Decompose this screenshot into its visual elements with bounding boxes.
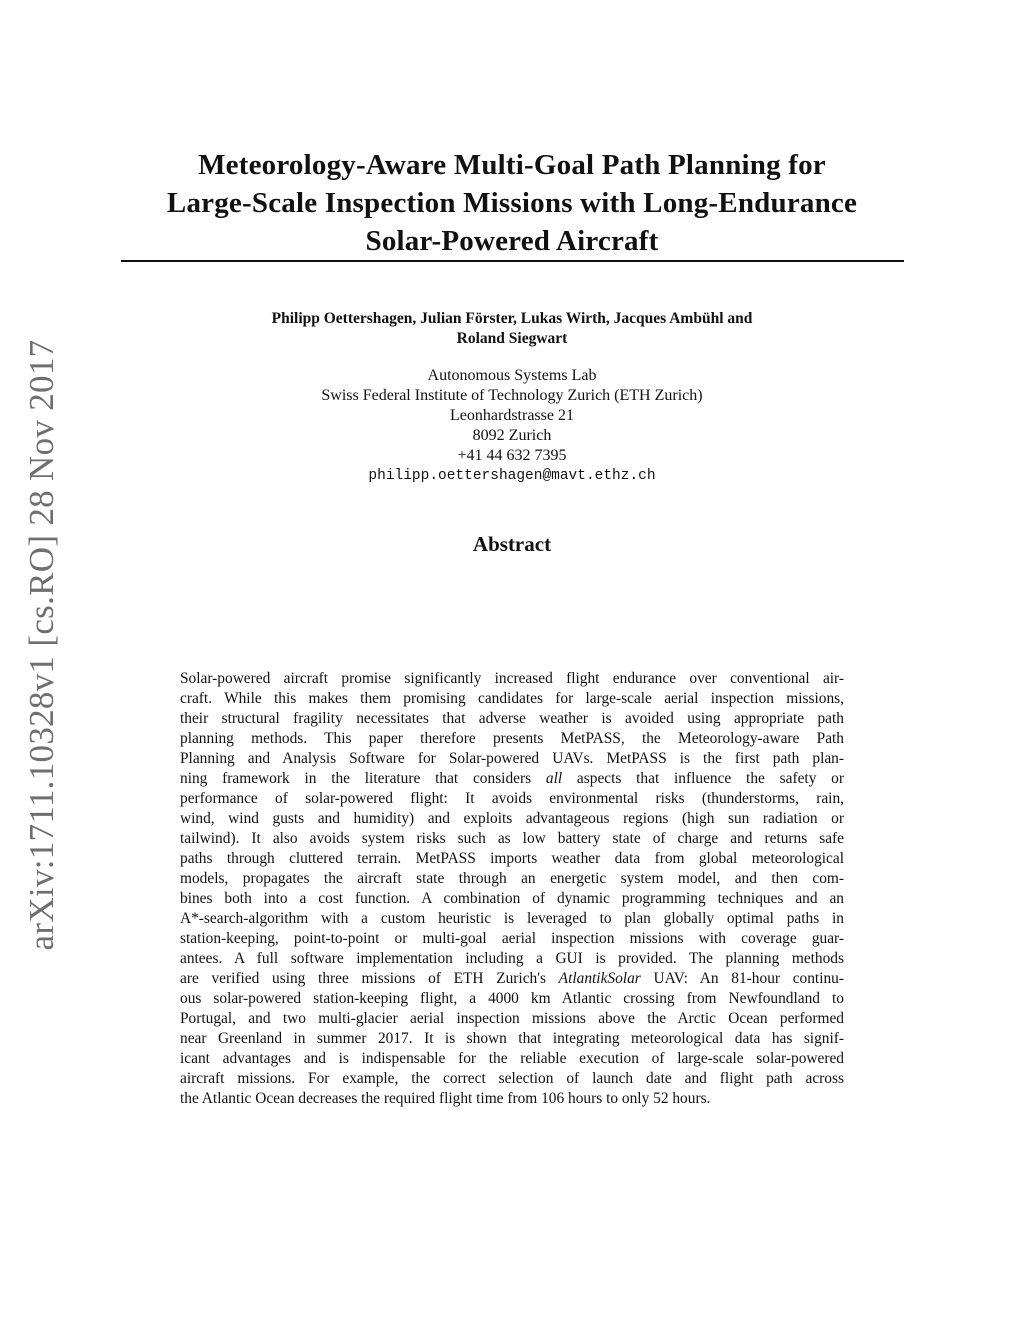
authors-line: Roland Siegwart bbox=[456, 330, 568, 347]
abstract-body bbox=[180, 669, 844, 1109]
abstract-line: ous solar-powered station-keeping flight, a 4000 km Atlantic crossing from Newfoundland to bbox=[180, 990, 844, 1007]
abstract-line: the Atlantic Ocean decreases the required flight time from 106 hours to only 52 hours. bbox=[180, 1090, 711, 1107]
title-line: Large-Scale Inspection Missions with Long-Endurance bbox=[166, 187, 858, 219]
author-list bbox=[150, 309, 874, 349]
abstract-line: near Greenland in summer 2017. It is shown that integrating meteorological data has signif- bbox=[180, 1030, 844, 1047]
title-rule bbox=[121, 260, 904, 262]
abstract-heading: Abstract bbox=[472, 532, 552, 556]
affiliation-institute: Swiss Federal Institute of Technology Zurich (ETH Zurich) bbox=[321, 387, 703, 404]
title-line: Meteorology-Aware Multi-Goal Path Planning for bbox=[198, 149, 826, 181]
emphasis-text: AtlantikSolar bbox=[558, 970, 641, 987]
title-line: Solar-Powered Aircraft bbox=[365, 225, 659, 257]
abstract-line: Portugal, and two multi-glacier aerial inspection missions above the Arctic Ocean performed bbox=[180, 1010, 844, 1027]
author-email: philipp.oettershagen@mavt.ethz.ch bbox=[368, 468, 656, 484]
authors-line: Philipp Oettershagen, Julian Förster, Lukas Wirth, Jacques Ambühl and bbox=[271, 310, 753, 327]
arxiv-identifier: arXiv:1711.10328v1 [cs.RO] 28 Nov 2017 bbox=[22, 339, 61, 951]
abstract-line: Planning and Analysis Software for Solar-powered UAVs. MetPASS is the first path plan- bbox=[180, 750, 844, 767]
abstract-line: aircraft missions. For example, the correct selection of launch date and flight path across bbox=[180, 1070, 844, 1087]
abstract-line: ning framework in the literature that considers all aspects that influence the safety or bbox=[180, 770, 844, 787]
affiliation-block bbox=[150, 366, 874, 486]
paper-title bbox=[110, 146, 914, 260]
abstract-line: A*-search-algorithm with a custom heuristic is leveraged to plan globally optimal paths in bbox=[180, 910, 844, 927]
affiliation-city: 8092 Zurich bbox=[472, 427, 552, 444]
abstract-line: Solar-powered aircraft promise significantly increased flight endurance over conventional air- bbox=[180, 670, 844, 687]
abstract-line: planning methods. This paper therefore presents MetPASS, the Meteorology-aware Path bbox=[180, 730, 844, 747]
affiliation-lab: Autonomous Systems Lab bbox=[427, 367, 597, 384]
emphasis-text: all bbox=[545, 770, 563, 787]
abstract-line: bines both into a cost function. A combination of dynamic programming techniques and an bbox=[180, 890, 844, 907]
abstract-line: their structural fragility necessitates that adverse weather is avoided using appropriate path bbox=[180, 710, 844, 727]
abstract-line: performance of solar-powered flight: It avoids environmental risks (thunderstorms, rain, bbox=[180, 790, 844, 807]
affiliation-phone: +41 44 632 7395 bbox=[457, 447, 567, 464]
abstract-line: station-keeping, point-to-point or multi-goal aerial inspection missions with coverage guar- bbox=[180, 930, 844, 947]
affiliation-street: Leonhardstrasse 21 bbox=[450, 407, 574, 424]
abstract-line: are verified using three missions of ETH Zurich's AtlantikSolar UAV: An 81-hour continu- bbox=[180, 970, 844, 987]
abstract-line: paths through cluttered terrain. MetPASS imports weather data from global meteorological bbox=[180, 850, 844, 867]
abstract-line: wind, wind gusts and humidity) and exploits advantageous regions (high sun radiation or bbox=[180, 810, 844, 827]
abstract-line: models, propagates the aircraft state through an energetic system model, and then com- bbox=[180, 870, 844, 887]
abstract-line: antees. A full software implementation including a GUI is provided. The planning methods bbox=[180, 950, 844, 967]
abstract-line: icant advantages and is indispensable for the reliable execution of large-scale solar-powered bbox=[180, 1050, 844, 1067]
abstract-line: craft. While this makes them promising candidates for large-scale aerial inspection missions, bbox=[180, 690, 844, 707]
abstract-line: tailwind). It also avoids system risks such as low battery state of charge and returns safe bbox=[180, 830, 844, 847]
